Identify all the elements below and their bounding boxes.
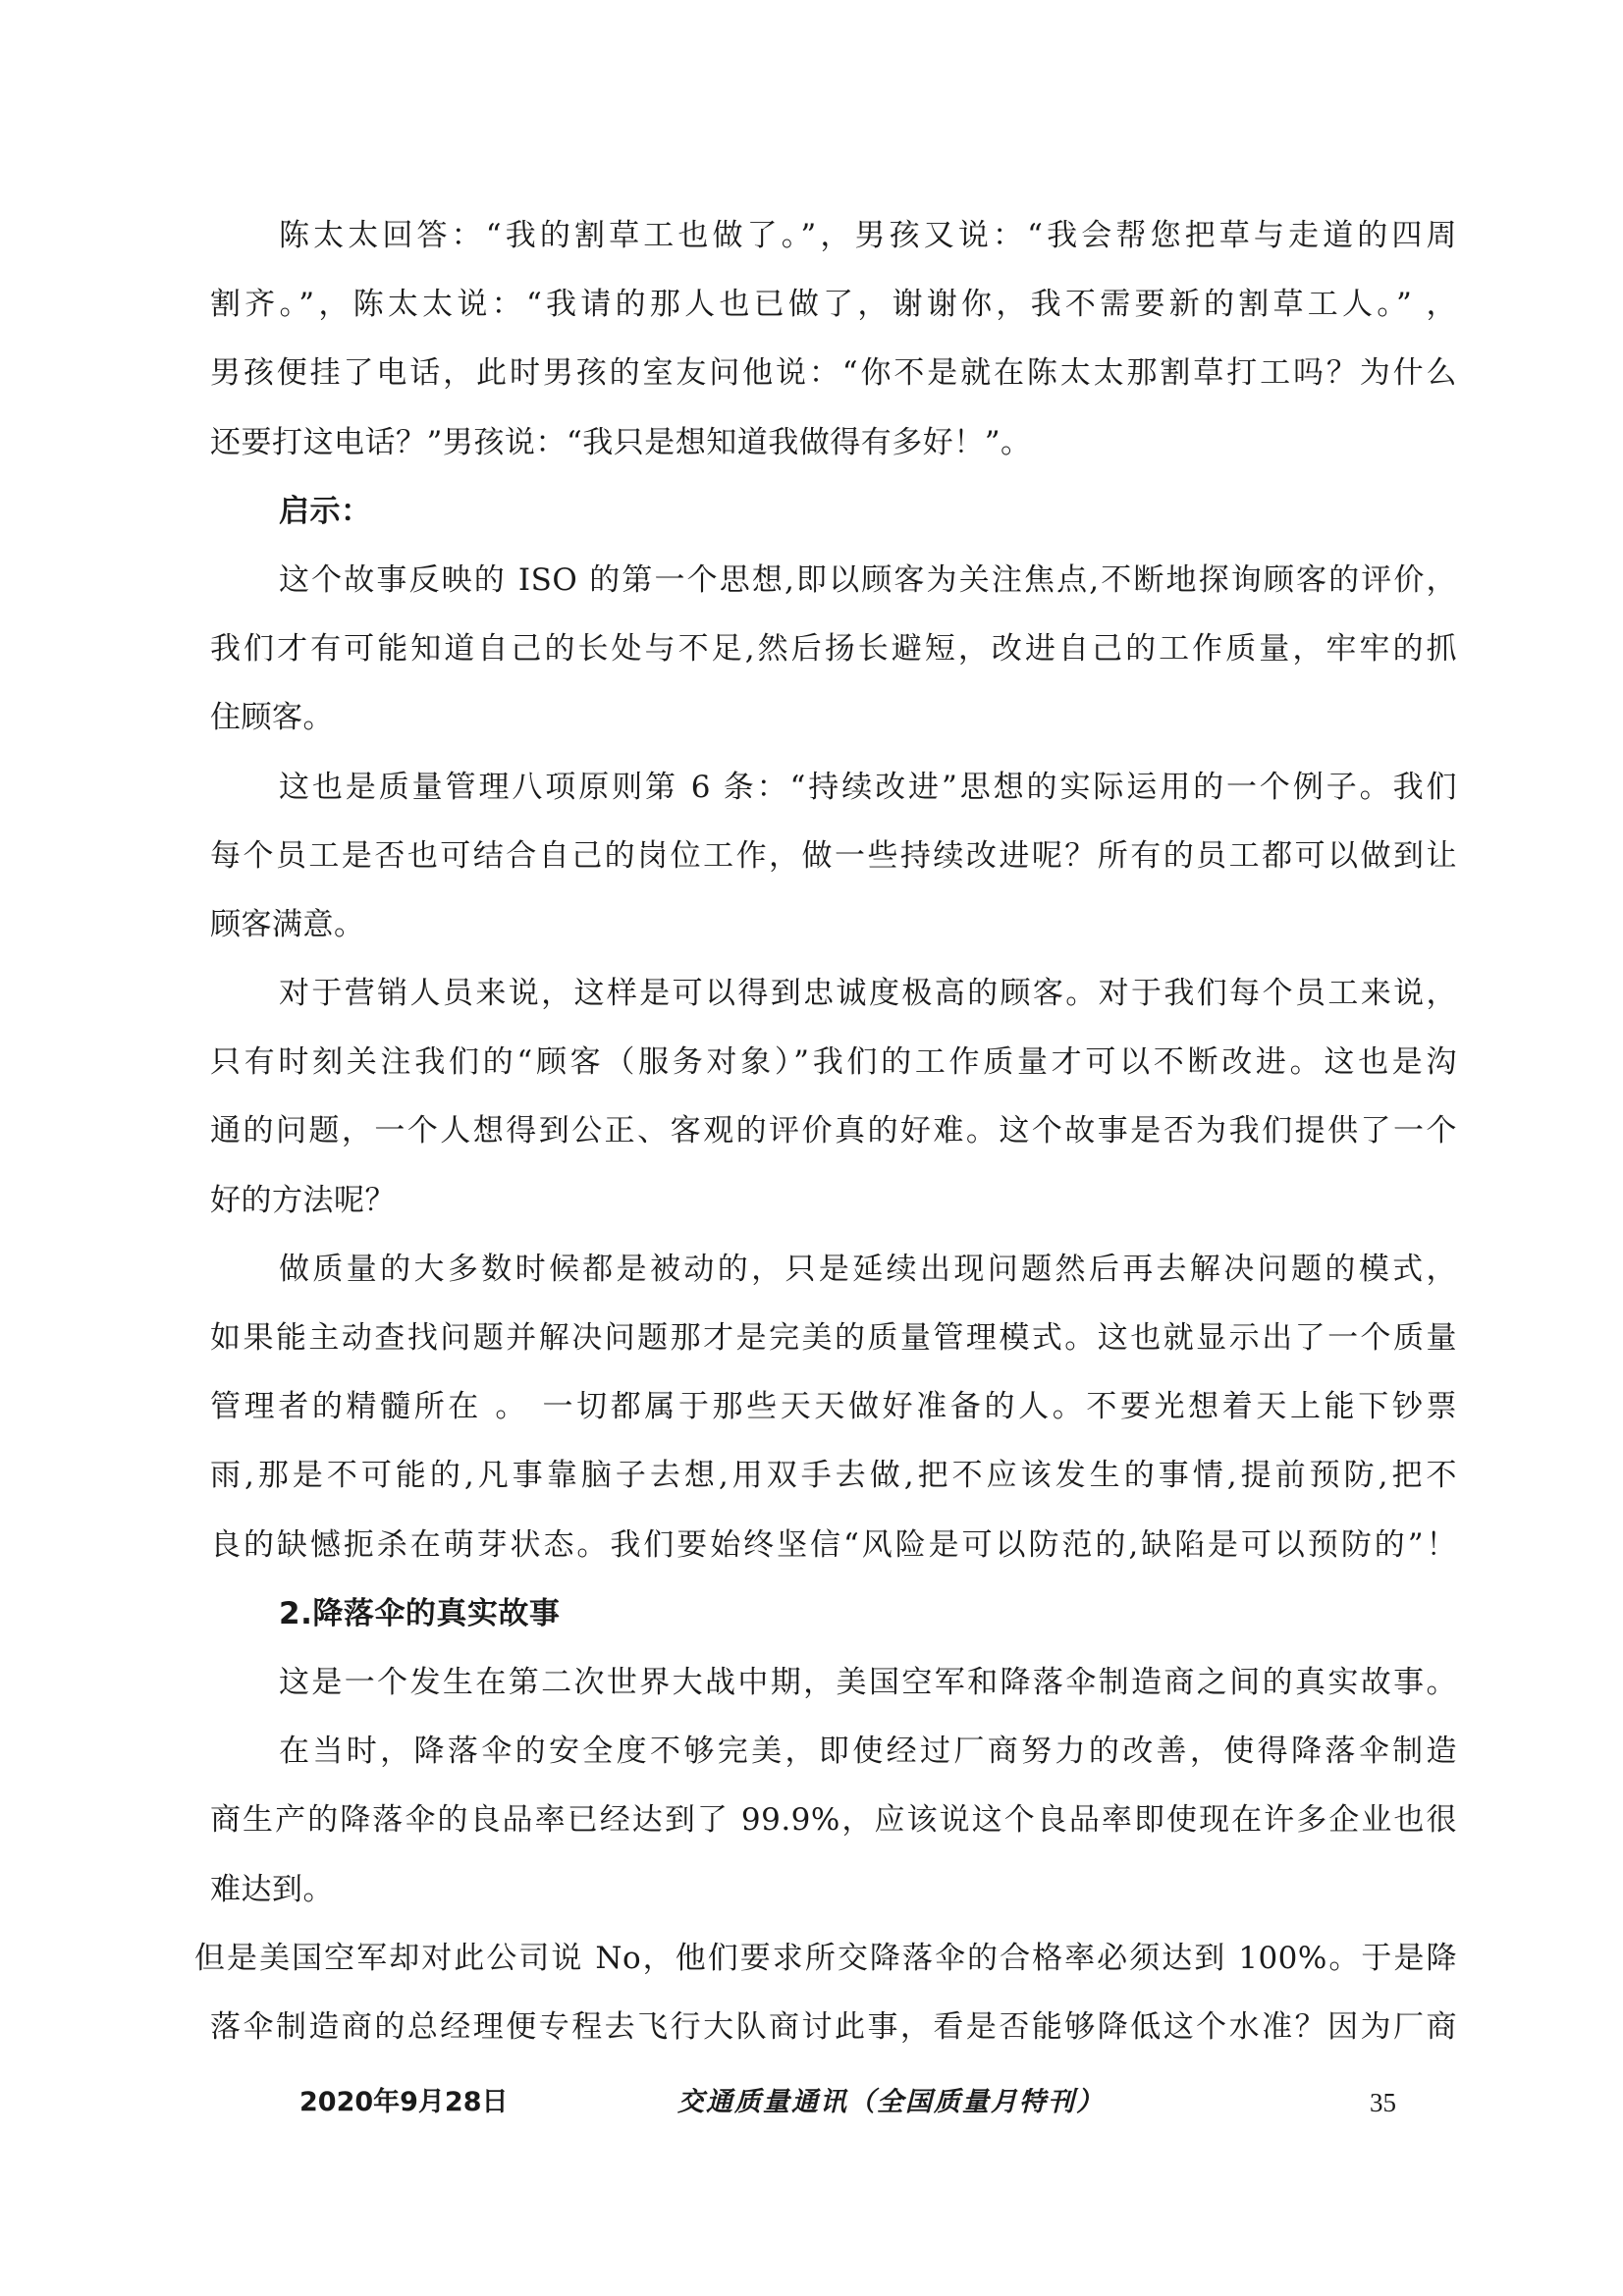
text-line: 还要打这电话？”男孩说：“我只是想知道我做得有多好！”。 (210, 424, 1032, 460)
footer-publication-title: 交通质量通讯（全国质量月特刊） (677, 2087, 1105, 2117)
footer-date: 2020年9月28日 (299, 2087, 509, 2117)
page-number: 35 (1370, 2088, 1396, 2117)
text-line: 陈太太回答：“我的割草工也做了。”，男孩又说：“我会帮您把草与走道的四周 (279, 218, 1457, 253)
text-line: 我们才有可能知道自己的长处与不足,然后扬长避短，改进自己的工作质量，牢牢的抓 (210, 631, 1457, 667)
text-line: 好的方法呢？ (210, 1182, 396, 1218)
text-line: 割齐。”，陈太太说：“我请的那人也已做了，谢谢你，我不需要新的割草工人。” ， (210, 287, 1457, 323)
text-line: 商生产的降落伞的良品率已经达到了 99.9%，应该说这个良品率即使现在许多企业也很 (210, 1802, 1457, 1839)
text-line: 落伞制造商的总经理便专程去飞行大队商讨此事，看是否能够降低这个水准？因为厂商 (210, 2008, 1457, 2045)
section-heading: 启示： (279, 493, 372, 529)
text-line: 住顾客。 (210, 700, 334, 736)
text-line: 做质量的大多数时候都是被动的，只是延续出现问题然后再去解决问题的模式， (279, 1251, 1457, 1287)
text-line: 难达到。 (210, 1871, 334, 1907)
text-line: 对于营销人员来说，这样是可以得到忠诚度极高的顾客。对于我们每个员工来说， (279, 976, 1457, 1012)
text-line: 良的缺憾扼杀在萌芽状态。我们要始终坚信“风险是可以防范的,缺陷是可以预防的”！ (210, 1526, 1457, 1563)
text-line: 这也是质量管理八项原则第 6 条：“持续改进”思想的实际运用的一个例子。我们 (279, 769, 1457, 805)
text-line: 每个员工是否也可结合自己的岗位工作，做一些持续改进呢？所有的员工都可以做到让 (210, 837, 1457, 874)
section-heading: 2.降落伞的真实故事 (279, 1595, 561, 1631)
page-footer (0, 2083, 1623, 2122)
text-line: 顾客满意。 (210, 906, 365, 942)
text-line: 男孩便挂了电话，此时男孩的室友问他说：“你不是就在陈太太那割草打工吗？为什么 (210, 355, 1457, 392)
body-text (194, 201, 1457, 2061)
text-line: 但是美国空军却对此公司说 No，他们要求所交降落伞的合格率必须达到 100%。于是降 (194, 1940, 1457, 1976)
text-line: 在当时，降落伞的安全度不够完美，即使经过厂商努力的改善，使得降落伞制造 (279, 1734, 1457, 1770)
text-line: 雨,那是不可能的,凡事靠脑子去想,用双手去做,把不应该发生的事情,提前预防,把不 (210, 1458, 1457, 1494)
text-line: 这个故事反映的 ISO 的第一个思想,即以顾客为关注焦点,不断地探询顾客的评价， (279, 561, 1457, 598)
text-line: 这是一个发生在第二次世界大战中期，美国空军和降落伞制造商之间的真实故事。 (279, 1664, 1457, 1700)
text-line: 只有时刻关注我们的“顾客（服务对象）”我们的工作质量才可以不断改进。这也是沟 (210, 1044, 1457, 1081)
text-line: 通的问题，一个人想得到公正、客观的评价真的好难。这个故事是否为我们提供了一个 (210, 1113, 1457, 1149)
text-line: 管理者的精髓所在 。 一切都属于那些天天做好准备的人。不要光想着天上能下钞票 (210, 1389, 1457, 1425)
text-line: 如果能主动查找问题并解决问题那才是完美的质量管理模式。这也就显示出了一个质量 (210, 1320, 1457, 1356)
